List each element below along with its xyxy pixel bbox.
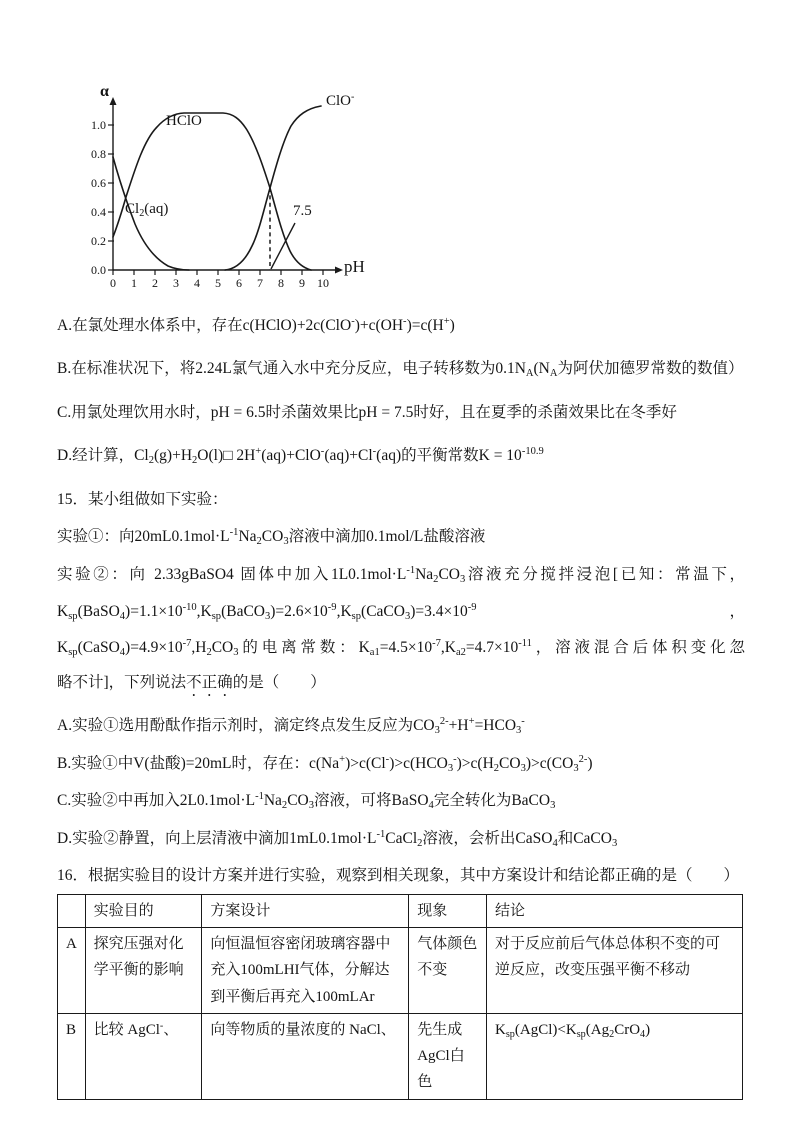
svg-text:0.0: 0.0 [91, 263, 106, 277]
row-b-conclusion: $K_{sp}(AgCl)<K_{sp}(Ag_2CrO_4)$ [487, 1013, 743, 1099]
q15-option-d: D.实验②静置，向上层清液中滴加$1mL0.1mol\cdot L^{-1}CaCl_2$溶液，会析出CaSO$_4$和CaCO$_3$ [57, 828, 618, 849]
table-row [58, 1013, 743, 1099]
svg-text:9: 9 [299, 276, 305, 290]
row-b-phenomenon: 先生成AgCl白色 [409, 1013, 487, 1099]
q15-option-c: C.实验②中再加入$2L0.1mol\cdot L^{-1}Na_2CO_3$溶液，可将BaSO$_4$完全转化为BaCO$_3$ [57, 791, 556, 812]
ksp-values: $K_{sp}(BaSO_4)=1.1\times 10^{-10},K_{sp}(BaCO_3)=2.6\times 10^{-9},K_{sp}(CaCO_3)=3.4\times 10^{-9}$ [57, 602, 477, 623]
svg-text:10: 10 [317, 276, 329, 290]
svg-text:1: 1 [131, 276, 137, 290]
y-axis-arrow-icon [110, 97, 117, 105]
row-a-purpose: 探究压强对化学平衡的影响 [85, 928, 202, 1014]
row-a-phenomenon: 气体颜色不变 [409, 928, 487, 1014]
curve-hclo [113, 113, 311, 270]
x-axis-arrow-icon [335, 267, 343, 274]
q14-option-a: A.在氯处理水体系中，存在c(HClO)+2c(ClO-)+c(OH-)=c(H+) [57, 316, 455, 334]
q15-ksp-line-2: $K_{sp}(CaSO_4)=4.9\times 10^{-7},H_2CO_3$的电离常数：$K_{a1}=4.5\times 10^{-7},K_{a2}=4.7\times 10^{-11}$，溶液混合后体积变化忽 [57, 637, 745, 658]
svg-text:8: 8 [278, 276, 284, 290]
row-b-design: 向等物质的量浓度的 NaCl、 [202, 1013, 409, 1099]
y-tick-labels [91, 118, 106, 277]
q15-stem: 15．某小组做如下实验： [57, 490, 228, 508]
q16-table [57, 894, 743, 1100]
row-b-letter: B [58, 1013, 86, 1099]
q15-option-a: A.实验①选用酚酞作指示剂时，滴定终点发生反应为$CO_3^{2-}+H^+=HCO_3^-$ [57, 716, 525, 737]
curve-label-clo: ClO- [326, 91, 355, 109]
curve-clo [225, 106, 321, 270]
q14-option-c: C.用氯处理饮用水时，pH = 6.5时杀菌效果比pH = 7.5时好，且在夏季的杀菌效果比在冬季好 [57, 403, 677, 421]
q15-option-b: B.实验①中V(盐酸)=20mL时，存在：$c(Na^+)>c(Cl^-)>c(HCO_3^-)>c(H_2CO_3)>c(CO_3^{2-})$ [57, 753, 593, 774]
alpha-ph-distribution-chart [83, 85, 395, 301]
svg-text:1.0: 1.0 [91, 118, 106, 132]
row-a-design: 向恒温恒容密闭玻璃容器中充入100mLHI气体，分解达到平衡后再充入100mLAr [202, 928, 409, 1014]
svg-text:4: 4 [194, 276, 200, 290]
svg-text:0.8: 0.8 [91, 147, 106, 161]
x-tick-marks [113, 270, 323, 275]
line-end-comma: ， [729, 603, 745, 621]
header-design: 方案设计 [202, 894, 409, 928]
q14-option-b: B.在标准状况下，将2.24L氯气通入水中充分反应，电子转移数为$0.1N_A(N_A$为阿伏加德罗常数的数值） [57, 360, 744, 380]
header-phenomenon: 现象 [409, 894, 487, 928]
curve-label-cl2aq: $Cl_2(aq)$ [125, 201, 169, 220]
curve-label-hclo: HClO [166, 113, 202, 129]
header-purpose: 实验目的 [85, 894, 202, 928]
svg-text:3: 3 [173, 276, 179, 290]
row-b-purpose: 比较 AgCl-、 [85, 1013, 202, 1099]
y-axis-label: α [100, 83, 109, 100]
svg-text:2: 2 [152, 276, 158, 290]
q15-experiment-1: 实验①：向$20mL0.1mol\cdot L^{-1}Na_2CO_3$溶液中滴加0.1mol/L盐酸溶液 [57, 527, 486, 548]
annotation-75: 7.5 [293, 203, 312, 219]
x-tick-labels [110, 276, 329, 290]
leader-line-75 [271, 223, 295, 269]
svg-text:6: 6 [236, 276, 242, 290]
q15-question-line: 略不计]，下列说法不正确的是（ ） [57, 674, 326, 692]
header-blank [58, 894, 86, 928]
x-axis-label: pH [344, 257, 365, 276]
svg-text:0: 0 [110, 276, 116, 290]
q14-option-d: D.经计算，$Cl_2(g)+H_2O(l)□$ 2H+(aq)+ClO-(aq)+Cl-(aq)的平衡常数$K = 10^{-10.9}$ [57, 446, 544, 467]
page-content [57, 0, 745, 1100]
row-a-letter: A [58, 928, 86, 1014]
table-header-row [58, 894, 743, 928]
svg-text:5: 5 [215, 276, 221, 290]
q16-stem: 16．根据实验目的设计方案并进行实验，观察到相关现象，其中方案设计和结论都正确的是（ ） [57, 867, 740, 885]
row-a-conclusion: 对于反应前后气体总体积不变的可逆反应，改变压强平衡不移动 [487, 928, 743, 1014]
table-row [58, 928, 743, 1014]
q15-ksp-line-1 [57, 601, 745, 623]
svg-text:7: 7 [257, 276, 263, 290]
header-conclusion: 结论 [487, 894, 743, 928]
svg-text:0.2: 0.2 [91, 234, 106, 248]
q15-experiment-2: 实验②：向 2.33gBaSO4 固体中加入$1L0.1mol\cdot L^{-1}Na_2CO_3$溶液充分搅拌浸泡[已知：常温下， [57, 565, 745, 585]
svg-text:0.6: 0.6 [91, 176, 106, 190]
svg-text:0.4: 0.4 [91, 205, 106, 219]
